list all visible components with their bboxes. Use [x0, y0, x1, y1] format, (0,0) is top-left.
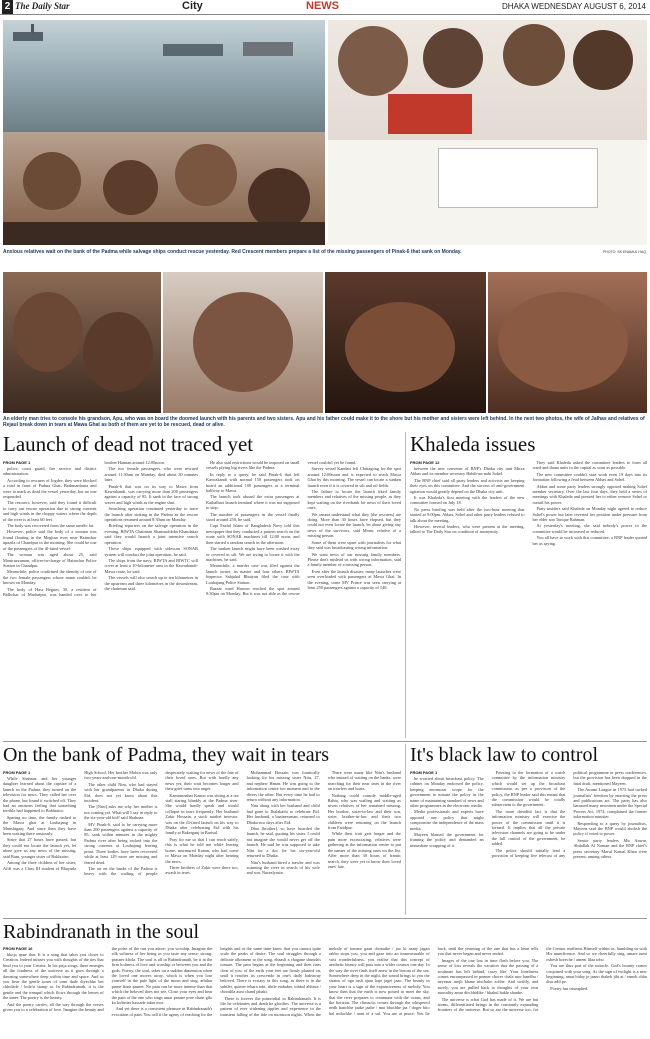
story-paragraph: While Shahnaz and her younger daughter learned about the capsize of a launch in the Padma, they turned on the television for news. They called her over the phone, but found it switched off. They had an ominous feeling that something terrible had happened to Bokhtairo. [3, 776, 77, 814]
story-paragraph: Bazaar ward Haroon reached the spot around 9:30pm on Monday. But it was not able as the rescue vessel couldn't yet be found. [206, 460, 357, 597]
story-paragraph: You are thus part of the miracle. God's bounty comes conjoined with your song: As the sign of twilight is a new beginning, amar hiday je jaano thakeb jibi ai / ennoh chhu diur adil pe. [546, 963, 647, 985]
masthead: The Daily Star [15, 1, 70, 11]
story-paragraph: The more dreadful fact is that the information ministry will exercise the power of the commission until it is formed. It implies that all the private television channels are going to be under the full control of the government, he added. [491, 808, 566, 847]
story-headline-khaleda: Khaleda issues [410, 432, 536, 456]
story-paragraph: They said Khaleda asked the committee leaders to form all ward and thana units in the capital as soon as possible. [532, 460, 647, 471]
story-paragraph: bhojo apne thar. It is a song that takes you closer to Creation. Indeed infuses you with thoughts of the ties that bind you to your Creator. In his prija songs, there emerges all the fondness of the universe as it goes through a dawning somewhere deep within time and space. And so you hear the gentle tones of tomi dade diyechho bet chholade / bole/a stamp ta. In Rabindranath, it is the gentle and the tranquil which flows through the lenses of the inner. The poetry is the beauty. [3, 952, 104, 1001]
story-paragraph: Pointing to the formation of a watch committee by the information ministry which would set up the broadcast commission as per a provision of the policy, the BNP leader said this meant that the commission would be totally subservient to the government. [491, 770, 566, 808]
elderly-man-grandson-photo [3, 272, 161, 413]
story-body-padma [3, 770, 401, 915]
relatives-of-rejaul-photo [488, 272, 647, 413]
story-paragraph: It was Khaleda's first meeting with the leaders of the new committee formed on July 18. [410, 495, 525, 506]
story-dateline: FROM PAGE 12 [410, 460, 440, 465]
story-paragraph: The sunken launch might have been washed away or covered in silt. We are trying to locate it with the machines, he said. [206, 546, 300, 562]
waiting-relatives-photo [3, 132, 325, 245]
story-paragraph: There is forever the primordial in Rabindranath. It is life he celebrates and death he glorifies. The universe is a pattern of ever widening ripples and experience in the transient falling of the tide on monsoon nights. When the melody of tomare gaan chonaike / jao ki aamy jagan rabbo stops you, you and gaze into an immeasurable of vast wonderfulness, you realise that this concept of aesthetic beauty will pass into a wider cosmos one day. In the way the river finds itself anew in the bosom of the sea. Somewhere deep in the night, the sound brings to you the strains of oga tush ajaar baje jagei jaao. The beauty in your heart is a sign of the expansiveness of melody. You know then that the earth is now poised to meet the sky, that the river prepares to commune with the ocean, and the horizon. The climactic comes through the whispered nedh batichhe jaake jaabe / mai bhachhe jaa / doger bito bal milachhe / aani of a sal. You are at peace. You lie back, until the yearning of the one that has a heart tells you that never began and never ended. [220, 946, 539, 1017]
story-paragraph: Responding to a query by journalists, Mayeen said the BNP would abolish the policy if voted to power. [573, 820, 647, 837]
story-paragraph: Briefing reporters on the salvage operation in the evening, BIWTA Chairman Shamsuddoha Khandakar said they would launch a joint intensive search operation. [104, 523, 198, 545]
story-paragraph: Meanwhile, a murder case was filed against the launch owner, its master and four others. BIWTA Inspector Sahjahal Bhuiyan filed the case with Louhajang Police Station. [206, 563, 300, 585]
story-paragraph: The universe is what God has made of it. We are but atoms, differentiated beings in the constantly expanding frontiers of the universe. But so are the universe too, for the Creator reaffirms Himself within us, humbling us with His munificence. And so we cheerfully sing, amare tumi oshesh koreche / ameni lilaa tobo. [437, 946, 647, 1013]
story-paragraph: Meanwhile, police confirmed the identity of one of the two female passengers whose name couldn't be known on Monday. [3, 569, 97, 586]
story-paragraph: The woman was aged about 25, said Moniruzzaman, officer-in-charge of Haimchar Police Station in Chandpur. [3, 552, 97, 568]
story-paragraph: The failure to locate the launch irked family members and relatives of the missing people, as they kept waiting on the riverbank for news of their loved ones. [307, 489, 401, 511]
story-dateline: FROM PAGE 1 [410, 770, 438, 775]
story-dateline: FROM PAGE 1 [3, 770, 31, 775]
story-paragraph: Nitu along with her husband and child had gone to Jhalakathi to celebrate Eid. Her husband, a businessman, returned to Dhaka two days after Eid. [246, 803, 320, 825]
story-paragraph: There were many like Nitu's husband who instead of waiting on the banks, were searching for their near ones in the river on trawlers and boats. [327, 770, 401, 792]
story-paragraph: While their wait gets longer and the pain more excruciating, relatives were gathering at the information centre to put the names of the missing ones on the list. After more than 30 hours of frantic search, they were yet to know their loved ones' fate. [327, 831, 401, 869]
story-paragraph: Kamrunnahar Kanon was sitting at a tea stall staring blankly at the Padma river. She would hardly speak and would collapse in tears frequently. Her husband Zakir Hossain, a stock market investor, was on the ill-fated launch on his way to Dhaka after celebrating Eid with his family at Bakerganj in Barisal. [165, 792, 239, 836]
story-paragraph: Nothing could console middle-aged Rabia, who was wailing and waiting as seven relatives of her remained missing. Her brother, sister-in-law and their son, sister, brother-in-law and their two children were returning on the launch from Faridpur. [327, 792, 401, 831]
story-paragraphs [410, 460, 647, 546]
story-paragraph: The other child Nim, who had stayed with her grandparents in Dhaka during Eid, does not yet know about this incident. [84, 781, 158, 804]
photo-credit: PHOTO: SK ENAMUL HAQ [603, 250, 646, 254]
story-paragraph: The new committee couldn't start work even 19 days into its formation following a feud between Abbas and Sohel. [532, 471, 647, 483]
story-paragraph: Capt Fazlul Islam of Bangladesh Navy told this newspaper that they conducted a pattern search on the route with SONAR machines till 12:00 noon, and then started a random search in the afternoon. [206, 523, 300, 545]
story-paragraph: Among the three children of her sister, Afifi was a Class III student of Bhayuda High School. Her brother Mohin was only two-years-and-one-month-old. [3, 770, 158, 871]
story-paragraph: The air on the banks of the Padma is heavy with the wailing of people desperately waiting for news of the fate of their loved ones. But with hardly any news yet, their wait becomes longer and their grief turns into anger. [84, 770, 239, 877]
story-paragraph: He also said restrictions would be imposed on small vessels plying big rivers like the Padma. [206, 460, 300, 471]
story-paragraph: Media professionals and experts have opposed any policy that might compromise the independence of the mass media. [410, 809, 484, 831]
dateline: DHAKA WEDNESDAY AUGUST 6, 2014 [501, 2, 646, 11]
story-paragraph: We want news of our missing family members. Please don't mislead us with wrong information, said a family member of a missing person. [307, 551, 401, 568]
story-paragraph: Poetry has triumphed. [550, 985, 589, 991]
story-paragraph: Images of the one lost in time flash before you. The sense of loss reveals the vacation that the passing of a soulmate has left behind, crazy like. Your loneliness comes encompassed in ponner chorer chala mor bandhu / neyonar mojh khane nischaho achhe. And swiftly, and surely, you are pulled back to thoughts of your own mortality amar din bhidike / bhakul bakle shanbe. [437, 957, 539, 996]
story-dateline: FROM PAGE 1 [3, 460, 31, 465]
story-paragraphs [3, 770, 401, 877]
mid-photo-caption: An elderly man tries to console his grandson, Apu, who was on board the doomed launch with his parents and two sisters. Apu and his father could make it to the shore but his mother and sisters were left behind. In the next two photos, the wife of Jalhas and relatives of Rejaul break down in tears at Mawa Ghat as both of them are yet to be rescued, dead or alive. [3, 416, 645, 429]
story-body-black-law [410, 770, 647, 915]
story-paragraph: Searching operation continued yesterday to trace the launch after sinking in the Padma as the rescue operations resumed around 8:30am on Monday. [104, 506, 198, 523]
story-paragraph: The BNP chief said all party leaders and activists are keeping their eyes on this committee. And the success of anti-government agitation would greatly depend on the Dhaka city unit. [410, 477, 525, 494]
story-paragraph: Party insiders said Khaleda on Monday night agreed to reduce Sohel's power but later reverted her position under pressure from her elder son Tarique Rahman. [532, 506, 647, 523]
story-paragraph: The rescuers, however, said they found it difficult to carry out rescue operation due to strong currents and high winds in the choppy waters where the depth of the river is at least 60 feet. [3, 500, 97, 522]
story-paragraph: Some of them were upset with journalists for what they said was broadcasting wrong information. [307, 539, 401, 551]
story-paragraph: We cannot understand what they [the rescuers] are doing. More than 30 hours have elapsed, but they could not even locate the launch, let alone giving any news of the survivors, said Monir, relative of a missing person. [307, 511, 401, 539]
news-label: NEWS [306, 0, 339, 12]
story-paragraph: The launch took aboard the extra passengers at Kathalbari launch terminal where it was not supposed to stop. [206, 494, 300, 511]
story-paragraph: Since that 27 hours have passed, but they could not locate the launch yet, let alone give us any news of the missing, said Ram, younger sister of Bokhtairo. [3, 837, 77, 859]
story-paragraph: In reply to a query, he said Pinak-6 that left Kawrakandi with normal 150 passengers took on board an additional 100 passengers at a terminal halfway to Mawa. [206, 471, 300, 494]
wife-of-jalhas-photo [163, 272, 323, 413]
red-crescent-list-photo [328, 20, 647, 245]
grieving-woman-photo [325, 272, 486, 413]
story-dateline: FROM PAGE 16 [3, 946, 33, 951]
story-paragraph: Even after the launch disaster, many launches were seen overloaded with passengers at Mawa Ghat. In the evening, some MV Prince was seen carrying at least 250 passengers against a capacity of 140. [307, 568, 401, 590]
story-paragraph: However, police said the body of a woman was found floating in the Meghna river near Haimchar upazila of Chandpur in the morning. She could be one of the passengers of the ill-fated vessel. [3, 529, 97, 551]
story-paragraph: Abbas and some party leaders strongly opposed making Sohel member secretary. Over the last four days, they held a series of meetings with Khaleda and pressed her to either remove Sohel or curtail his power. [532, 483, 647, 505]
story-paragraph: between the new convener of BNP's Dhaka city unit Mirza Abbas and its member secretary Habib-un-nabi Sohel. [410, 466, 525, 477]
top-photo-caption: Anxious relatives wait on the bank of the Padma while salvage ships conduct rescue yesterday. Red Crescent members prepare a list of the missing passengers of Pinak-6 that sank on Monday. [3, 249, 462, 255]
story-paragraphs [3, 946, 647, 1017]
story-paragraph: The body was recovered from the same areaSo far. [7, 523, 95, 529]
story-headline-launch: Launch of dead not traced yet [3, 432, 254, 456]
story-paragraph: The Awami League in 1975 had curbed journalists' freedom by enacting the press and publications act. The party has also harassed many newsmen under the Special Powers Act, 1974, complained the former information minister. [573, 787, 647, 820]
story-paragraph: Senior party leaders Mir Anwar, Abdullah Al Noman and the BNP chief's press secretary Maruf Kamal Khan were present, among others. [573, 837, 647, 860]
page-header [0, 0, 650, 15]
story-paragraph: police, coast guard, fire service and district administration. [3, 466, 97, 477]
story-paragraph: Survey vessel Kandari left Chittagong for the spot around 12:00noon and is expected to reach Mawa Ghat by this morning. The vessel can locate a sunken launch even if it is covered in silt and oil fields. [307, 466, 401, 488]
story-headline-rabindranath: Rabindranath in the soul [3, 921, 200, 943]
story-paragraph: be worried about broadcast policy. The cabinet on Monday endorsed the policy, keeping enormous scope for the government to misuse the policy in the name of maintaining standard of news and other programmes in the electronic media. [410, 776, 484, 809]
story-paragraph: The two female passengers, who were rescued around 11:30am on Monday, died about 30 minutes later. [104, 466, 198, 483]
section-name: City [182, 0, 203, 12]
story-paragraph: And yet there is a consistent pleasure in Rabindranath's evocation of pain. You call it the agony of reaching for the heights and at the same time know that you cannot quite scale the peaks of desire. The soul struggles through a delicate allotment to the song, ebaasli a chagane shunda's tomare. The pain begins at the beginning and then rises clear of you, of the earth your feet are firmly planted on, until it reaches its crescendo in one's daily fadeaway beloved. There is ecstasy in this song, as there is in the subtler, quieter tebara tobi, tibile etababer, tobbol abbiste / choralila aura chand jabaki. [111, 946, 321, 1017]
story-headline-padma: On the bank of Padma, they wait in tears [3, 744, 330, 766]
story-paragraph: You all have to work with this committee, a BNP leader quoted her as saying. [532, 535, 647, 546]
story-paragraph: Mohammad Hossain was frantically looking for his missing sister Nitu, 27, and nephew Hrnan. He was going to the information centre too moment and to the divers the other. But every time he had to return without any information. [246, 770, 320, 803]
story-paragraph: However, several leaders, who were present at the meeting, talked to The Daily Star on condition of anonymity. [410, 524, 525, 535]
story-paragraph: Pray for me so that I can reach safely, this is what he told me while leaving home, murmured Kanan, who had come to Mawa on Monday night after hearing the news. [165, 836, 239, 864]
column-divider [405, 432, 406, 738]
story-body-khaleda [410, 460, 647, 738]
story-paragraph: Sparing no time, the family rushed to the Mawa ghat at Louhajang in Munshiganj. And since then they have been waiting there anxiously. [3, 814, 77, 837]
section-divider [3, 741, 647, 742]
story-paragraph: The body of Hasi Begum, 30, a resident of Bidhchar of Madaripur, was handed over to her brother Hannan around 12:00noon. [3, 460, 165, 597]
story-paragraph: MV Pinak-6, said to be carrying more than 200 passengers against a capacity of 85, sank within minutes in the mighty Padma river after being rocked into the strong currents at Louhajang leaving point. Three bodies have been recovered while at least 129 more are missing and feared dead. [84, 821, 158, 865]
story-paragraph: Pinak-6 that was on its way to Mawa from Kawrakandi, was carrying more than 200 passengers against a capacity of 85. It sank in the face of strong waves and high winds as the engine shut. [104, 483, 198, 505]
story-paragraph: The ships from the navy, BIWTA and BIWTC will cover at least a 10-kilometre area in the Kawrakandi-Mawa route, he said. [104, 557, 198, 574]
story-paragraphs [3, 460, 401, 597]
story-paragraph: The vessels will also search up to ten kilometres in the upstream and three kilometres in the downstream, the chairman said. [104, 575, 198, 591]
salvage-ships-photo [3, 20, 325, 132]
story-paragraph: The [Nim] asks me why her mother is not coming yet. What will I say in reply to the six-year-old kid? said Shahnaz. [84, 804, 158, 821]
story-paragraph: According to rescuers of Jogdev, they were blocked a road in front of Padma Ghat, Brahmanbaria and were to mark as dead the vessel yesterday, but no one responded. [3, 477, 97, 500]
story-paragraph: Dhai [brother], so have boarded the launch, he said, quoting his sister. I could not imagine she would never get off the launch. He said he was supposed to take Nitu for a doc for his six-year-old returned to Dhaka. [246, 826, 320, 859]
page-number: 2 [2, 0, 13, 14]
section-divider [3, 918, 647, 919]
story-paragraphs [410, 770, 647, 860]
column-divider [405, 744, 406, 915]
story-body-launch [3, 460, 401, 738]
story-paragraph: At yesterday's meeting, she said nobody's power in the committee would be increased or reduced. [532, 523, 647, 534]
story-paragraph: The number of passengers in the vessel finally stood around 250, he said. [206, 511, 300, 523]
story-paragraph: And the poetry carries, all the way through the verses given you to a celebration of love. Imagine the beauty and the poise of the run you adore: you worship. Imagine the silk softness of her being as you taste any sense: strong: prasner khola. The soul is all in Rabindranath, be it in the firm holiness of love and worship or between you and the gods. Poetry, the soul, takes on a sudden dimension when the loved one moves away, which is when you lose yourself in the pale light of the moon and sing, aththar purne lione pruner. No pain can be more intense than that which the beloved does not see. Close your eyes and hear the pain of the one who sings amar praane pore chain gilo ko kolenter hassade tabar mor. [3, 946, 213, 1013]
story-paragraph: The police should initially lead a provision of keeping live telecast of any political programme or press conferences, but the provision has been dropped in the final draft, mentioned Mayeen. [491, 770, 647, 859]
story-body-rabindranath [3, 946, 647, 1036]
story-paragraph: These ships equipped with sidescan SONAR system will conduct the joint operation, he said. [104, 546, 198, 557]
story-paragraph: Three brothers of Zakir were there too, awash in tears. [165, 864, 239, 876]
story-headline-black-law: It's black law to control [410, 744, 598, 766]
story-paragraph: No press briefing was held after the two-hour meeting that started at 9:00pm. Abbas, Sohel and other party leaders refused to talk about the meeting. [410, 506, 525, 523]
story-paragraph: Nitu's husband hired a trawler and was scanning the river in search of his wife and son, Nurealyasin. [246, 859, 320, 876]
story-paragraph: Mayeen blamed the government for framing the policy and demanded an immediate scrapping of it. [410, 832, 484, 848]
